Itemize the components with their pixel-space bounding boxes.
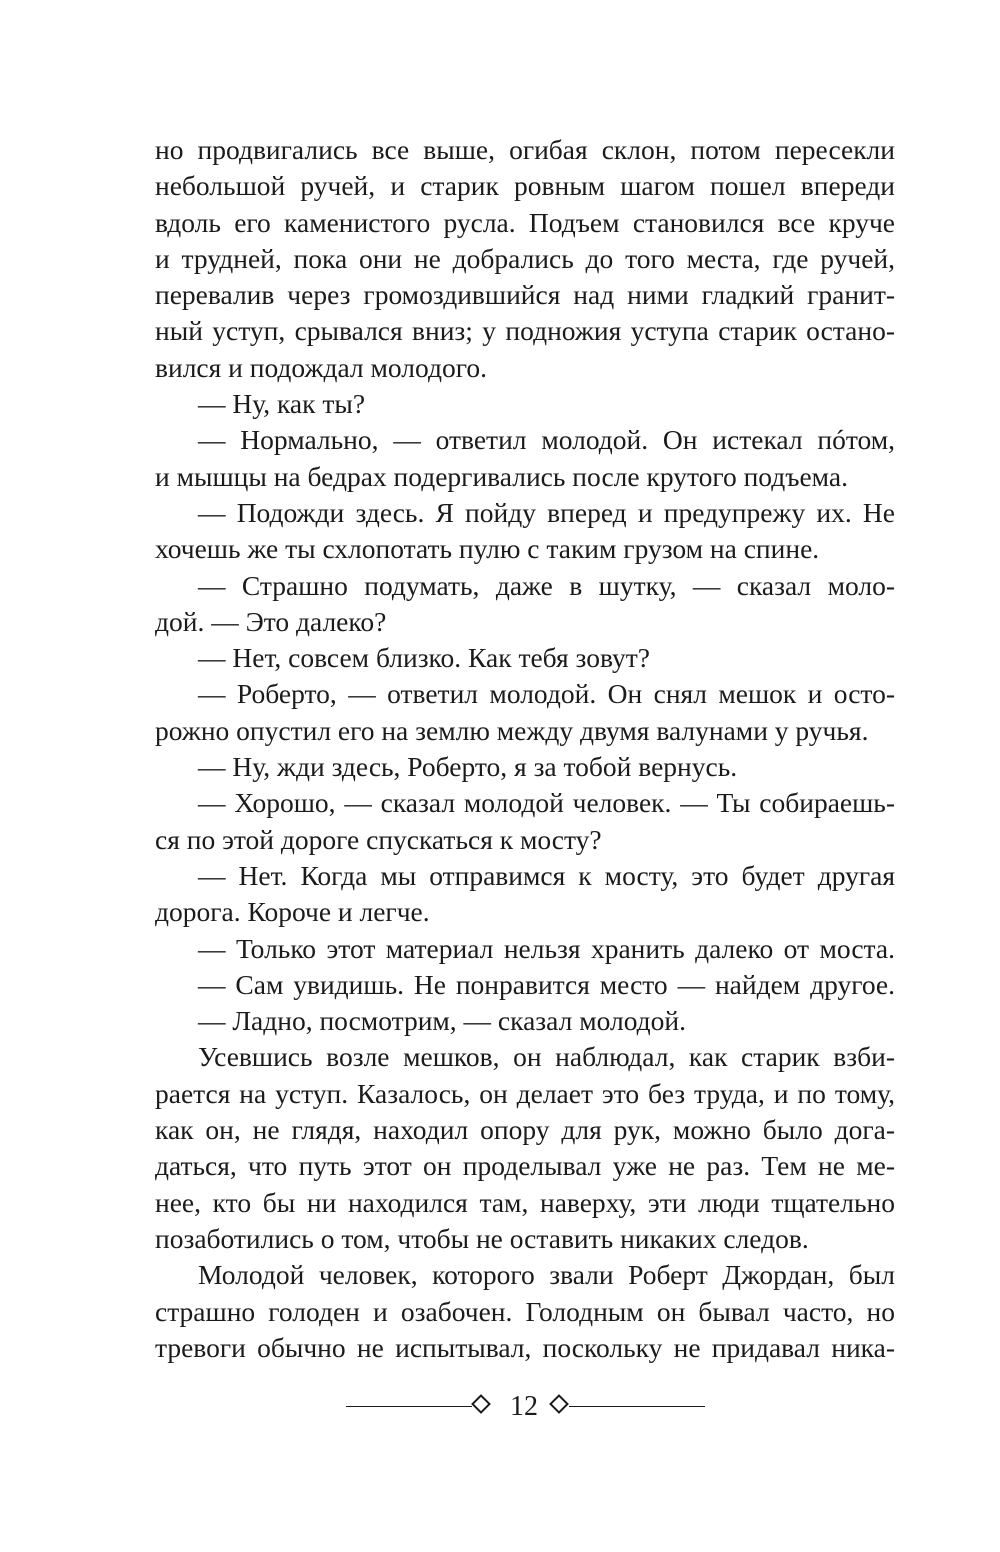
text-line: тревоги обычно не испытывал, поскольку не придавал ника- (155, 1331, 895, 1363)
diamond-ornament-icon (471, 1394, 491, 1414)
text-line: и трудней, пока они не добрались до того места, где ручей, (155, 242, 895, 274)
body-text (155, 132, 895, 1366)
dialogue-paragraph (155, 749, 895, 785)
text-line: — Подожди здесь. Я пойду вперед и предупрежу их. Не (198, 496, 895, 528)
text-line: перевалив через громоздившийся над ними гладкий гранит- (155, 279, 895, 311)
text-line: нее, кто бы ни находился там, наверху, эти люди тщательно (155, 1186, 895, 1218)
footer-rule-right (569, 1406, 705, 1407)
text-line: даться, что путь этот он проделывал уже не раз. Тем не ме- (155, 1150, 895, 1182)
dialogue-paragraph (155, 967, 895, 1003)
text-line: — Ну, жди здесь, Роберто, я за тобой вернусь. (198, 751, 738, 783)
text-line: — Сам увидишь. Не понравится место — найдем другое. (198, 968, 895, 1000)
text-line: Усевшись возле мешков, он наблюдал, как старик взби- (198, 1041, 895, 1073)
text-line: — Ну, как ты? (198, 388, 366, 420)
text-line: — Нет. Когда мы отправимся к мосту, это будет другая (198, 859, 895, 891)
text-line: ный уступ, срывался вниз; у подножия уступа старик остано- (155, 315, 895, 347)
text-line: дорога. Короче и легче. (155, 896, 430, 928)
dialogue-paragraph (155, 495, 895, 568)
text-line: хочешь же ты схлопотать пулю с таким грузом на спине. (155, 533, 820, 565)
text-line: — Хорошо, — сказал молодой человек. — Ты собираешь- (198, 787, 895, 819)
text-line: рожно опустил его на землю между двумя валунами у ручья. (155, 714, 869, 746)
text-line: дой. — Это далеко? (155, 605, 387, 637)
text-line: — Роберто, — ответил молодой. Он снял мешок и осто- (198, 678, 895, 710)
text-line: — Нормально, — ответил молодой. Он истекал пóтом, (198, 424, 895, 456)
dialogue-paragraph (155, 422, 895, 495)
text-line: ся по этой дороге спускаться к мосту? (155, 823, 602, 855)
dialogue-paragraph (155, 640, 895, 676)
dialogue-paragraph (155, 386, 895, 422)
text-line: страшно голоден и озабочен. Голодным он бывал часто, но (155, 1295, 895, 1327)
text-line: вдоль его каменистого русла. Подъем становился все круче (155, 206, 895, 238)
dialogue-paragraph (155, 858, 895, 931)
paragraph (155, 1257, 895, 1366)
text-line: — Только этот материал нельзя хранить далеко от моста. (198, 932, 895, 964)
dialogue-paragraph (155, 568, 895, 641)
paragraph (155, 132, 895, 386)
text-line: позаботились о том, чтобы не оставить никаких следов. (155, 1222, 809, 1254)
dialogue-paragraph (155, 676, 895, 749)
text-line: — Ладно, посмотрим, — сказал молодой. (198, 1005, 687, 1037)
footer-rule-left (346, 1406, 472, 1407)
dialogue-paragraph (155, 1003, 895, 1039)
text-line: и мышцы на бедрах подергивались после крутого подъема. (155, 460, 848, 492)
text-line: рается на уступ. Казалось, он делает это без труда, и по тому, (155, 1077, 895, 1109)
text-line: как он, не глядя, находил опору для рук, можно было дога- (155, 1114, 895, 1146)
diamond-ornament-icon (549, 1394, 569, 1414)
paragraph (155, 1039, 895, 1257)
dialogue-paragraph (155, 931, 895, 967)
text-line: небольшой ручей, и старик ровным шагом пошел впереди (155, 170, 895, 202)
text-line: но продвигались все выше, огибая склон, потом пересекли (155, 134, 895, 165)
page-footer (0, 1385, 1000, 1429)
text-line: вился и подождал молодого. (155, 351, 487, 383)
text-line: Молодой человек, которого звали Роберт Джордан, был (198, 1259, 895, 1291)
dialogue-paragraph (155, 785, 895, 858)
text-line: — Страшно подумать, даже в шутку, — сказал моло- (198, 569, 895, 601)
page-number: 12 (510, 1391, 538, 1422)
text-line: — Нет, совсем близко. Как тебя зовут? (198, 642, 650, 674)
